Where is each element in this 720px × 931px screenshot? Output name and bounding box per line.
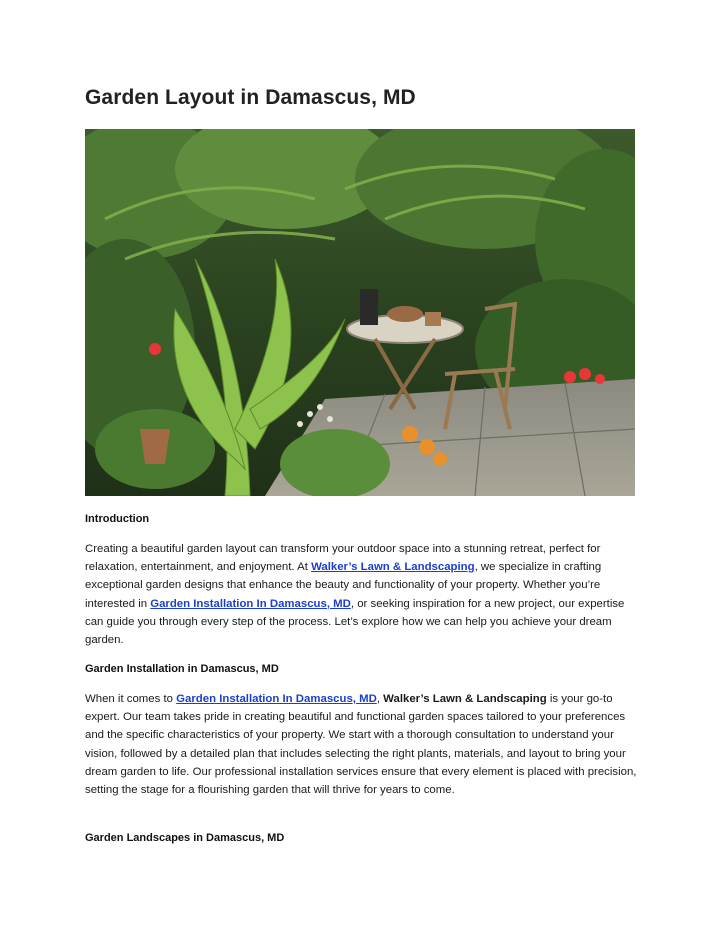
garden-photo-icon (85, 129, 635, 496)
garden-installation-link[interactable]: Garden Installation In Damascus, MD (150, 597, 351, 610)
installation-text-1: When it comes to (85, 693, 177, 705)
installation-paragraph (85, 690, 637, 799)
intro-text-3: , or seeking inspiration for a new project, our expertise can guide you through every step of the process. Let’s explore how we can help you achieve your dream garden. (85, 597, 625, 647)
intro-paragraph (85, 540, 637, 649)
garden-installation-link-2[interactable]: Garden Installation In Damascus, MD (176, 693, 377, 705)
page-title: Garden Layout in Damascus, MD (85, 86, 416, 109)
installation-comma: , (376, 693, 384, 705)
landscapes-heading: Garden Landscapes in Damascus, MD (85, 832, 285, 844)
installation-heading: Garden Installation in Damascus, MD (85, 663, 279, 675)
intro-text-1: Creating a beautiful garden layout can transform your outdoor space into a stunning retreat, perfect for relaxation, entertainment, and enjoyment. At (85, 543, 601, 574)
installation-text-2: is your go-to expert. Our team takes pride in creating beautiful and functional garden spaces tailored to your preferences and the specific characteristics of your property. We start with a thorough consultation to understand your vision, followed by a detailed plan that includes selecting the right plants, materials, and layout to bring your dream garden to life. Our professional installation services ensure that every element is placed with precision, setting the stage for a flourishing garden that will thrive for years to come. (85, 693, 637, 797)
brand-name: Walker’s Lawn & Landscaping (383, 693, 547, 705)
garden-photo (85, 129, 635, 496)
walkers-lawn-link[interactable]: Walker’s Lawn & Landscaping (311, 561, 475, 574)
intro-text-2: , we specialize in crafting exceptional garden designs that enhance the beauty and functionality of your property. Whether you’re interested in (85, 561, 602, 610)
intro-heading: Introduction (85, 513, 150, 525)
